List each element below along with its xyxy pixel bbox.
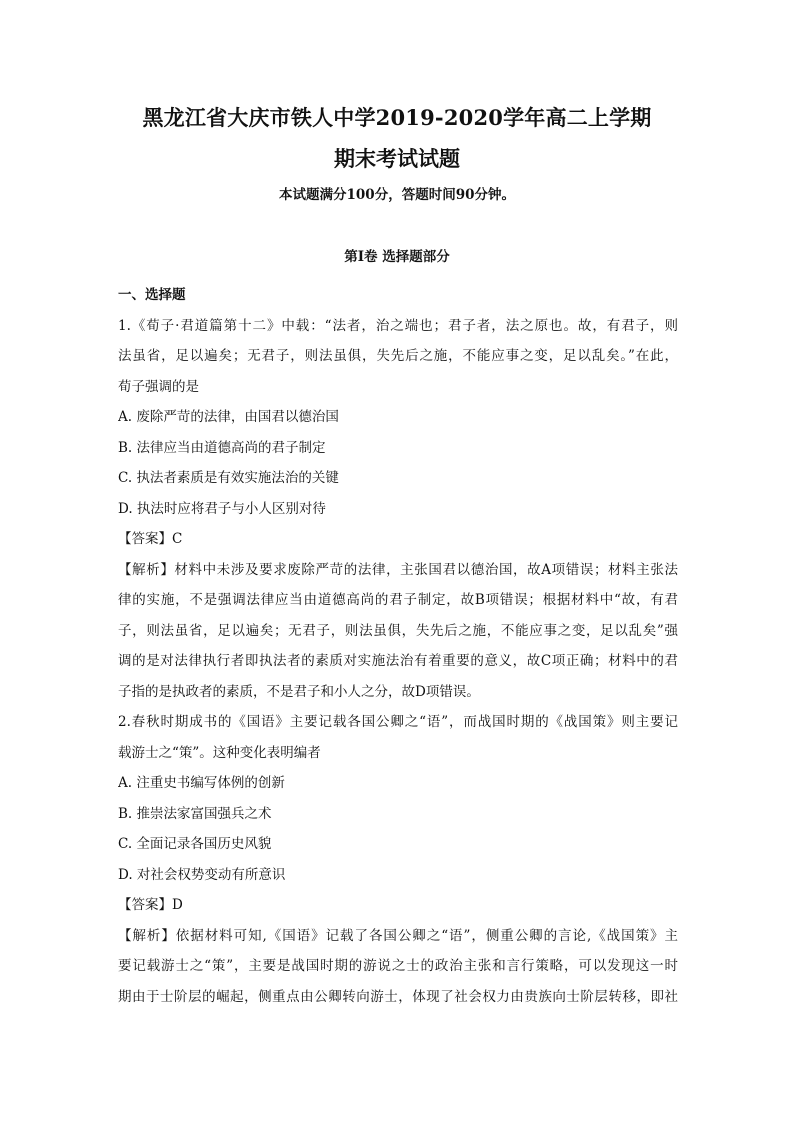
question-1-analysis-line: 子指的是执政者的素质，不是君子和小人之分，故D项错误。 xyxy=(118,683,480,700)
question-2-option-d: D. 对社会权势变动有所意识 xyxy=(118,866,286,883)
question-2-analysis-line: 要记载游士之“策”，主要是战国时期的游说之士的政治主张和言行策略，可以发现这一时 xyxy=(118,958,678,974)
question-1-analysis-line: 【解析】材料中未涉及要求废除严苛的法律，主张国君以德治国，故A项错误；材料主张法 xyxy=(118,561,678,578)
question-1-option-a: A. 废除严苛的法律，由国君以德治国 xyxy=(118,409,339,425)
question-2-analysis-line: 【解析】依据材料可知,《国语》记载了各国公卿之“语”，侧重公卿的言论,《战国策》主 xyxy=(118,927,678,944)
exam-subtitle: 本试题满分100分，答题时间90分钟。 xyxy=(279,187,515,203)
exam-title-line2: 期末考试试题 xyxy=(334,146,460,171)
question-2-analysis-line: 期由于士阶层的崛起，侧重点由公卿转向游士，体现了社会权力由贵族向士阶层转移，即社 xyxy=(118,988,678,1005)
question-1-analysis-line: 调的是对法律执行者即执法者的素质对实施法治有着重要的意义，故C项正确；材料中的君 xyxy=(118,653,678,669)
part-heading: 一、选择题 xyxy=(118,287,186,303)
question-2-option-b: B. 推崇法家富国强兵之术 xyxy=(118,805,272,822)
question-2-stem-line: 载游士之“策”。这种变化表明编者 xyxy=(118,744,321,761)
question-1-stem-line: 1.《荀子·君道篇第十二》中载：“法者，治之端也；君子者，法之原也。故，有君子，则 xyxy=(118,317,678,334)
question-1-option-d: D. 执法时应将君子与小人区别对待 xyxy=(118,500,326,517)
question-1-stem-line: 法虽省，足以遍矣；无君子，则法虽俱，失先后之施，不能应事之变，足以乱矣。”在此， xyxy=(118,348,678,364)
question-1-stem-line: 荀子强调的是 xyxy=(118,378,199,395)
question-2-answer: 【答案】D xyxy=(118,897,183,913)
question-1-analysis-line: 律的实施，不是强调法律应当由道德高尚的君子制定，故B项错误；根据材料中“故，有君 xyxy=(118,592,678,608)
question-2-option-c: C. 全面记录各国历史风貌 xyxy=(118,836,272,852)
question-2-option-a: A. 注重史书编写体例的创新 xyxy=(118,775,285,791)
question-1-option-b: B. 法律应当由道德高尚的君子制定 xyxy=(118,439,326,456)
question-1-option-c: C. 执法者素质是有效实施法治的关键 xyxy=(118,470,339,486)
question-1-answer: 【答案】C xyxy=(118,531,183,547)
exam-content xyxy=(118,280,678,1012)
section-title: 第Ⅰ卷 选择题部分 xyxy=(344,249,450,265)
question-1-analysis-line: 子，则法虽省，足以遍矣；无君子，则法虽俱，失先后之施，不能应事之变，足以乱矣”强 xyxy=(118,622,678,639)
exam-title-line1: 黑龙江省大庆市铁人中学2019-2020学年高二上学期 xyxy=(142,105,652,130)
question-2-stem-line: 2.春秋时期成书的《国语》主要记载各国公卿之“语”，而战国时期的《战国策》则主要记 xyxy=(118,714,678,730)
